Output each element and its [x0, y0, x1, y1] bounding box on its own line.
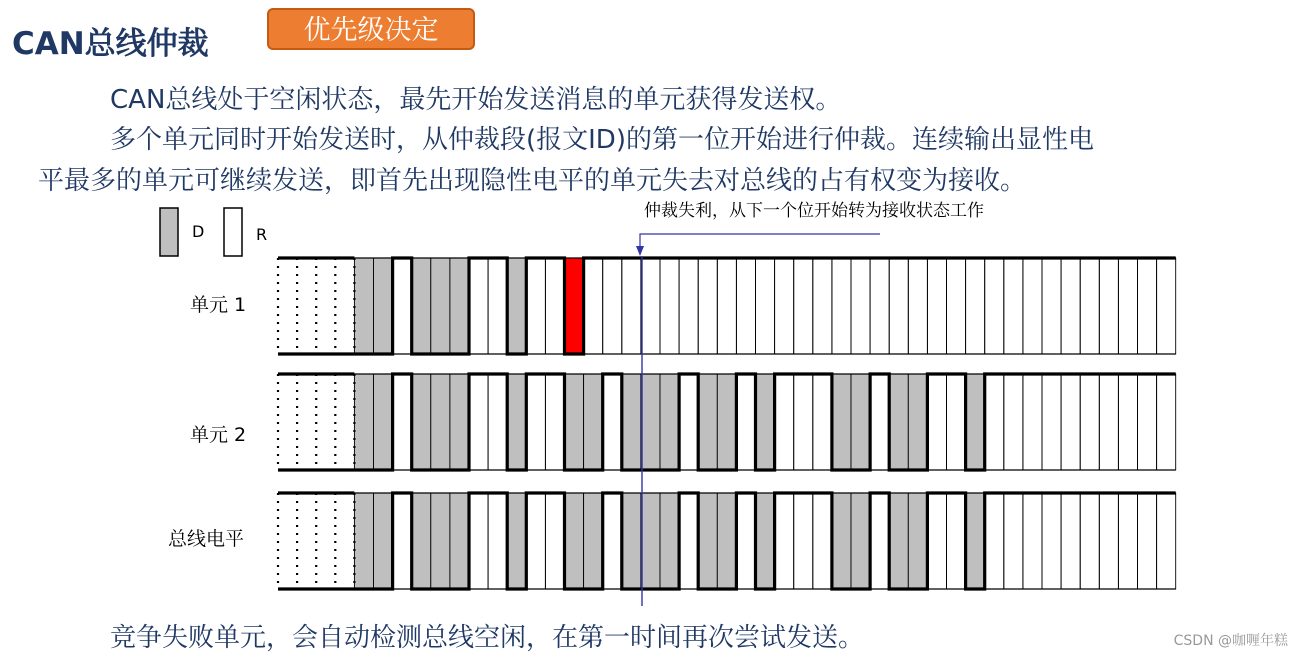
bit-cell: [736, 493, 755, 589]
bit-cell: [832, 374, 851, 470]
bit-cell: [374, 374, 393, 470]
bit-cell: [1138, 493, 1157, 589]
bit-cell: [297, 493, 316, 589]
bit-cell: [622, 258, 641, 354]
bit-cell: [469, 374, 488, 470]
watermark-text: CSDN @咖喱年糕: [1173, 633, 1288, 649]
paragraph-line-2: 多个单元同时开始发送时，从仲裁段(报文ID)的第一位开始进行仲裁。连续输出显性电: [110, 125, 1094, 155]
bit-cell: [469, 493, 488, 589]
bit-cell: [660, 374, 679, 470]
bit-cell: [507, 258, 526, 354]
bit-cell: [794, 493, 813, 589]
bit-cell: [431, 374, 450, 470]
bit-cell: [698, 374, 717, 470]
bit-cell: [794, 258, 813, 354]
bit-cell: [641, 374, 660, 470]
bit-cell: [813, 374, 832, 470]
legend-dominant-label: D: [192, 222, 205, 241]
bit-cell: [1042, 258, 1061, 354]
bit-cell: [1080, 374, 1099, 470]
bit-cell: [947, 493, 966, 589]
bit-cell: [354, 258, 373, 354]
bit-cell: [947, 374, 966, 470]
page-title: CAN总线仲裁: [12, 26, 209, 62]
bit-cell: [717, 493, 736, 589]
bit-cell: [584, 258, 603, 354]
bit-cell: [603, 258, 622, 354]
bit-cell: [698, 493, 717, 589]
bit-cell: [545, 258, 564, 354]
paragraph-line-1: CAN总线处于空闲状态，最先开始发送消息的单元获得发送权。: [110, 85, 842, 115]
signal-waveform: [278, 258, 1176, 354]
bit-cell: [412, 258, 431, 354]
bit-cell: [450, 374, 469, 470]
bit-cell: [660, 258, 679, 354]
bit-cell: [889, 493, 908, 589]
bit-cell: [679, 258, 698, 354]
bit-cell: [545, 493, 564, 589]
bit-cell: [297, 258, 316, 354]
bit-cell: [1061, 493, 1080, 589]
bit-cell: [1023, 493, 1042, 589]
bit-cell: [717, 374, 736, 470]
bit-cell: [565, 374, 584, 470]
bit-cell: [1042, 493, 1061, 589]
bit-cell: [374, 493, 393, 589]
bit-cell: [870, 258, 889, 354]
bit-cell: [966, 493, 985, 589]
bit-cell: [545, 374, 564, 470]
bit-cell: [756, 258, 775, 354]
bit-cell: [1023, 374, 1042, 470]
bit-cell: [507, 493, 526, 589]
bit-cell: [1099, 493, 1118, 589]
bit-cell: [775, 258, 794, 354]
bit-cell: [947, 258, 966, 354]
bit-cell: [431, 493, 450, 589]
bit-cell: [794, 374, 813, 470]
bit-cell: [1118, 493, 1137, 589]
bit-cell: [908, 374, 927, 470]
bit-cell: [1118, 374, 1137, 470]
bit-cell: [698, 258, 717, 354]
paragraph-line-4: 竞争失败单元，会自动检测总线空闲，在第一时间再次尝试发送。: [110, 623, 865, 653]
bit-cell: [641, 493, 660, 589]
bit-cell: [1080, 493, 1099, 589]
bit-cell: [374, 258, 393, 354]
bit-cell: [1004, 374, 1023, 470]
bit-cell: [851, 374, 870, 470]
bit-cell: [507, 374, 526, 470]
bit-cell: [985, 374, 1004, 470]
bit-cell: [622, 374, 641, 470]
bit-cell: [584, 493, 603, 589]
bit-cell: [966, 258, 985, 354]
bit-cell: [1099, 258, 1118, 354]
bit-cell: [316, 493, 335, 589]
bit-cell: [1023, 258, 1042, 354]
bit-cell: [736, 258, 755, 354]
bit-cell: [431, 258, 450, 354]
bit-cell: [584, 374, 603, 470]
bit-cell: [488, 258, 507, 354]
priority-badge: 优先级决定: [267, 8, 475, 50]
bit-cell: [641, 258, 660, 354]
annotation-arrowhead: [636, 246, 644, 256]
bit-cell: [278, 493, 297, 589]
bit-cell: [603, 493, 622, 589]
bit-cell: [1061, 374, 1080, 470]
bit-cell: [278, 374, 297, 470]
bit-cell: [1118, 258, 1137, 354]
bit-cell: [622, 493, 641, 589]
bit-cell: [1042, 374, 1061, 470]
bit-cell: [316, 258, 335, 354]
legend-recessive-label: R: [256, 225, 268, 244]
bit-cell: [565, 258, 584, 354]
row-label-bus-level: 总线电平: [168, 528, 245, 550]
bit-cell: [1138, 374, 1157, 470]
bit-cell: [1099, 374, 1118, 470]
row-label-unit-1: 单元 1: [190, 294, 247, 316]
bit-cell: [603, 374, 622, 470]
bit-cell: [316, 374, 335, 470]
bit-cell: [526, 258, 545, 354]
bit-cell: [526, 374, 545, 470]
paragraph-line-3: 平最多的单元可继续发送，即首先出现隐性电平的单元失去对总线的占有权变为接收。: [38, 166, 1027, 196]
bit-cell: [775, 493, 794, 589]
bit-cell: [985, 258, 1004, 354]
bit-cell: [393, 493, 412, 589]
bit-cell: [412, 374, 431, 470]
bit-cell: [297, 374, 316, 470]
bit-cell: [889, 258, 908, 354]
bit-cell: [488, 374, 507, 470]
bit-cell: [488, 493, 507, 589]
bit-cell: [966, 374, 985, 470]
bit-cell: [354, 374, 373, 470]
bit-cell: [736, 374, 755, 470]
bit-cell: [908, 493, 927, 589]
bit-cell: [526, 493, 545, 589]
bit-cell: [393, 258, 412, 354]
bit-cell: [870, 493, 889, 589]
bit-cell: [1061, 258, 1080, 354]
bit-cell: [985, 493, 1004, 589]
bit-cell: [1004, 258, 1023, 354]
bit-cell: [679, 493, 698, 589]
bit-cell: [813, 493, 832, 589]
bit-cell: [1157, 258, 1176, 354]
bit-cell: [660, 493, 679, 589]
bit-cell: [756, 493, 775, 589]
bit-cell: [832, 493, 851, 589]
bit-cell: [927, 258, 946, 354]
legend-dominant-swatch: [160, 208, 178, 256]
bit-cell: [393, 374, 412, 470]
bit-cell: [717, 258, 736, 354]
bit-cell: [469, 258, 488, 354]
legend-recessive-swatch: [224, 208, 242, 256]
bit-cell: [889, 374, 908, 470]
bit-cell: [927, 374, 946, 470]
bit-cell: [1157, 374, 1176, 470]
annotation-text: 仲裁失利，从下一个位开始转为接收状态工作: [644, 201, 984, 221]
bit-cell: [851, 258, 870, 354]
bit-cell: [679, 374, 698, 470]
bit-cell: [870, 374, 889, 470]
bit-cell: [412, 493, 431, 589]
row-label-unit-2: 单元 2: [190, 424, 247, 446]
bit-rows: [278, 258, 1176, 589]
bit-cell: [565, 493, 584, 589]
bit-cell: [450, 493, 469, 589]
bit-cell: [1138, 258, 1157, 354]
bit-cell: [450, 258, 469, 354]
bit-cell: [775, 374, 794, 470]
bit-cell: [335, 493, 354, 589]
bit-cell: [832, 258, 851, 354]
bit-cell: [278, 258, 297, 354]
bit-cell: [756, 374, 775, 470]
bit-cell: [927, 493, 946, 589]
bit-cell: [908, 258, 927, 354]
bit-cell: [1157, 493, 1176, 589]
bit-cell: [851, 493, 870, 589]
bit-cell: [354, 493, 373, 589]
bit-cell: [335, 258, 354, 354]
bit-cell: [1004, 493, 1023, 589]
bit-cell: [335, 374, 354, 470]
bit-cell: [813, 258, 832, 354]
annotation-leader-line: [640, 234, 880, 250]
bit-cell: [1080, 258, 1099, 354]
